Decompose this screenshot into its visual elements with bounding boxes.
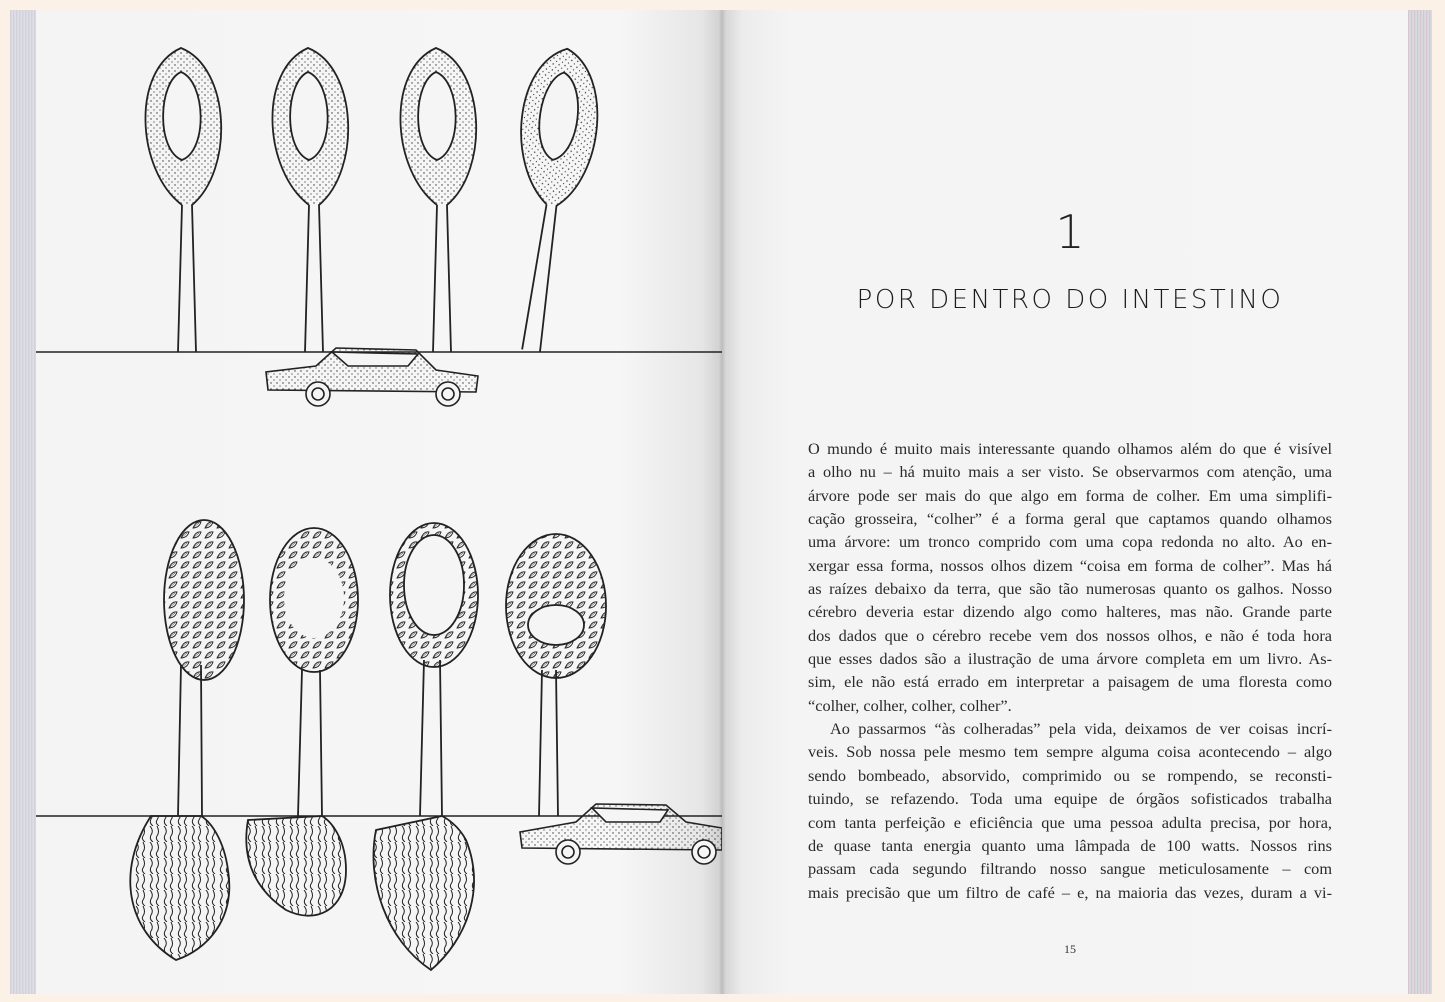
- text-line: cérebro deveria estar dizendo algo como halteres, mas não. Grande parte: [808, 602, 1332, 622]
- text-line: Ao passarmos “às colheradas” pela vida, deixamos de ver coisas incrí-: [830, 719, 1332, 739]
- leafy-tree-bottom-3: [373, 523, 478, 970]
- leafy-tree-bottom-2: [246, 528, 358, 916]
- text-line: passam cada segundo filtrando nosso sangue meticulosamente – com: [808, 859, 1332, 879]
- spoon-tree-top-4: [490, 44, 607, 356]
- car-bottom: [520, 804, 722, 864]
- spoon-tree-illustration: [36, 10, 722, 994]
- text-line: sim, ele não está errado em interpretar a paisagem de uma floresta como: [808, 672, 1332, 692]
- text-line: veis. Sob nossa pele mesmo tem sempre alguma coisa acontecendo – algo: [808, 742, 1332, 762]
- leafy-tree-bottom-4: [506, 534, 606, 816]
- book-page-edges-left: [10, 10, 36, 994]
- page-number: 15: [1064, 942, 1076, 956]
- text-line: árvore pode ser mais do que algo em forma de colher. Em uma simplifi-: [808, 485, 1332, 505]
- text-line: que esses dados são a ilustração de uma árvore completa em um livro. As-: [808, 649, 1332, 669]
- text-line: dos dados que o cérebro recebe vem dos nossos olhos, e não é toda hora: [808, 625, 1332, 645]
- text-line: as raízes debaixo da terra, que são tão numerosas quanto os galhos. Nosso: [808, 579, 1332, 599]
- book-page-edges-right: [1408, 10, 1432, 994]
- spoon-tree-top-2: [272, 48, 348, 352]
- spoon-tree-top-1: [145, 48, 221, 352]
- leafy-tree-bottom-1: [130, 520, 244, 960]
- text-line: xergar essa forma, nossos olhos dizem “coisa em forma de colher”. Mas há: [808, 555, 1332, 575]
- spoon-tree-top-3: [400, 48, 476, 352]
- text-line: O mundo é muito mais interessante quando olhamos além do que é visível: [808, 439, 1332, 458]
- body-text: [808, 437, 1332, 904]
- text-line: mais precisão que um filtro de café – e, na maioria das vezes, duram a vi-: [808, 882, 1332, 902]
- text-line: tuindo, se refazendo. Toda uma equipe de órgãos sofisticados trabalha: [808, 789, 1332, 809]
- text-line: uma árvore: um tronco comprido com uma copa redonda no alto. Ao en-: [808, 532, 1332, 552]
- text-line: a olho nu – há muito mais a ser visto. Se observarmos com atenção, uma: [808, 462, 1332, 482]
- text-line: de quase tanta energia quanto uma lâmpada de 100 watts. Nossos rins: [808, 835, 1332, 855]
- chapter-title: POR DENTRO DO INTESTINO: [856, 285, 1284, 315]
- text-line: “colher, colher, colher, colher”.: [808, 695, 1012, 715]
- text-line: cação grosseira, “colher” é a forma geral que captamos quando olhamos: [808, 509, 1332, 529]
- chapter-number: 1: [1055, 205, 1085, 259]
- text-line: sendo bombeado, absorvido, comprimido ou se rompendo, se reconsti-: [808, 765, 1332, 785]
- car-top: [266, 348, 478, 406]
- text-line: com tanta perfeição e eficiência que uma pessoa adulta precisa, por hora,: [808, 812, 1332, 832]
